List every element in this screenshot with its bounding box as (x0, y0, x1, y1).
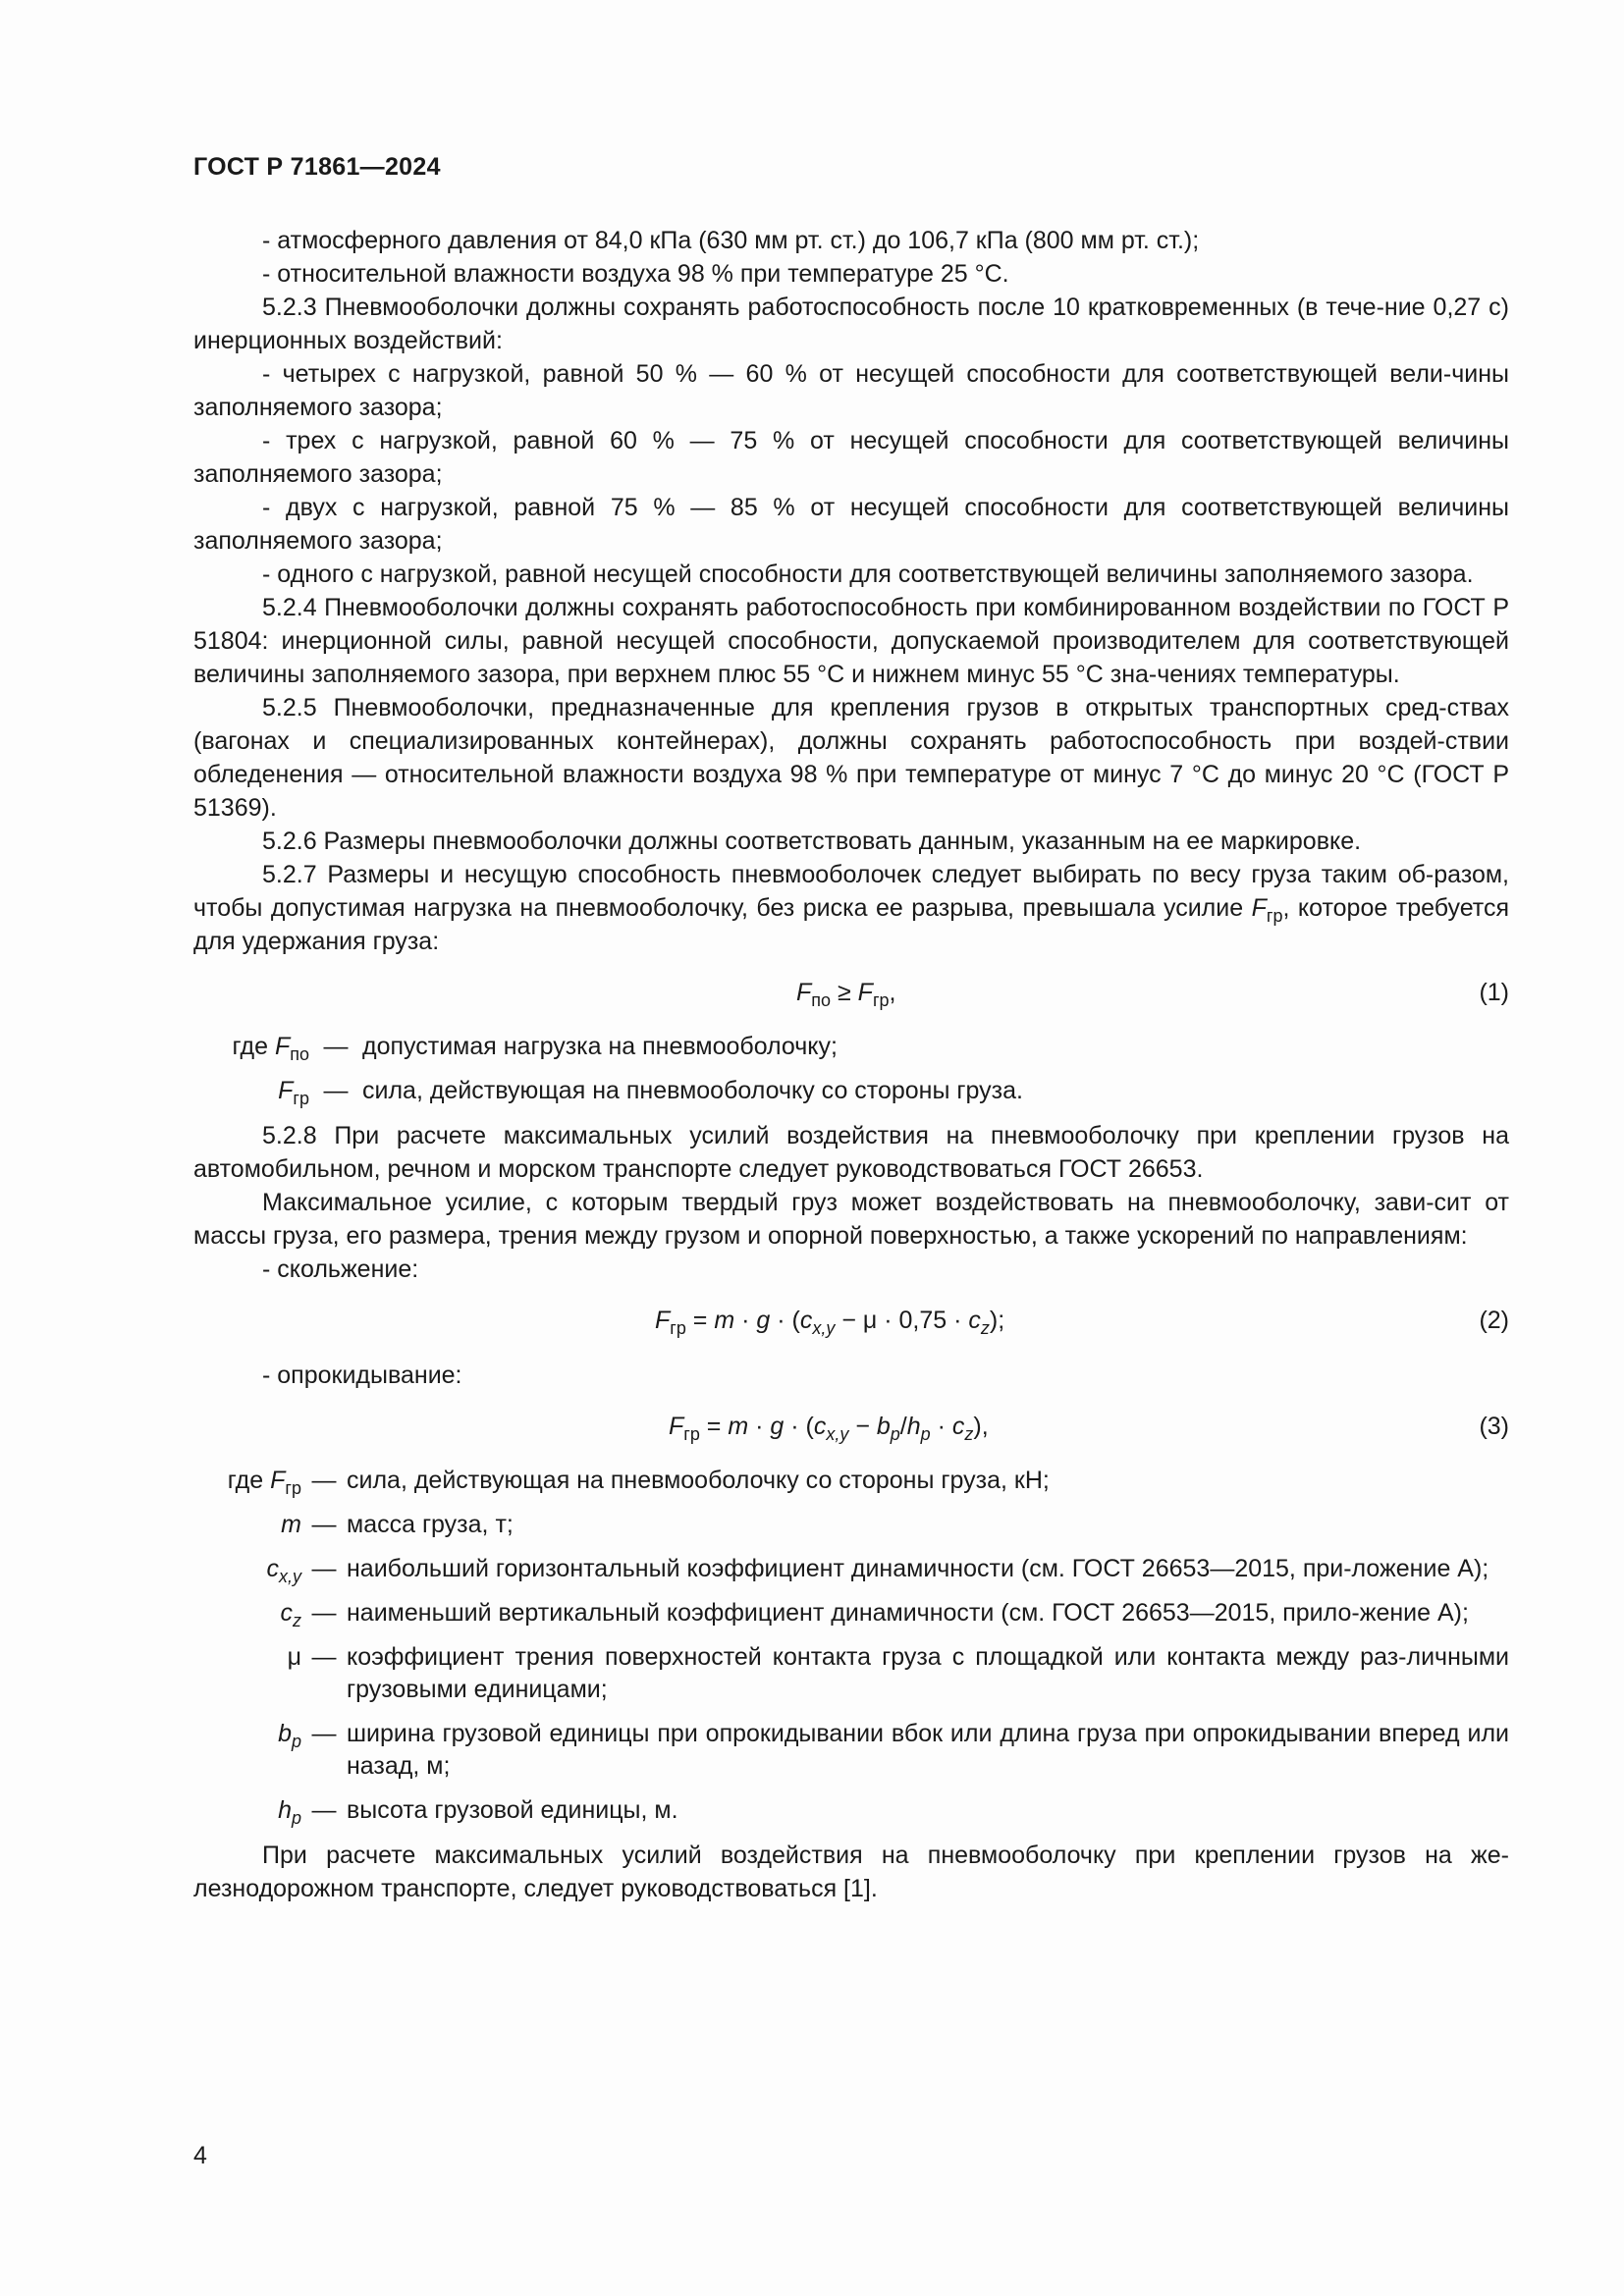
formula (669, 1410, 989, 1443)
symbol-g: g (770, 1413, 785, 1440)
definition-symbol (193, 1553, 301, 1585)
operator: = (699, 1413, 729, 1440)
definition-symbol: μ (287, 1643, 301, 1671)
operator: / (899, 1413, 907, 1440)
definition-list (193, 1031, 1509, 1107)
dash: — (311, 1599, 337, 1627)
definition-list (193, 1465, 1509, 1827)
operator: · (784, 1413, 806, 1440)
definition-symbol: m (281, 1511, 301, 1538)
dash: — (311, 1511, 337, 1538)
equation-2 (193, 1304, 1509, 1337)
definition-item (193, 1718, 1509, 1783)
paragraph: - трех с нагрузкой, равной 60 % — 75 % от несущей способности для соответствующей величины заполняемого зазора; (193, 427, 1509, 488)
definition-text: допустимая нагрузка на пневмооболочку; (362, 1033, 838, 1060)
definition-symbol (193, 1794, 301, 1827)
symbol-F: F (669, 1413, 684, 1440)
symbol-F: F (796, 979, 812, 1006)
definition-symbol (193, 1031, 309, 1063)
symbol-m: m (728, 1413, 749, 1440)
definition-symbol (193, 1597, 301, 1629)
subscript: гр (1266, 906, 1283, 926)
symbol-c: c (968, 1307, 981, 1334)
definition-text: сила, действующая на пневмооболочку со стороны груза. (362, 1077, 1023, 1104)
paragraph: - двух с нагрузкой, равной 75 % — 85 % от несущей способности для соответствующей величины заполняемого зазора; (193, 494, 1509, 555)
definition-item (193, 1553, 1509, 1585)
punctuation: ( (805, 1413, 814, 1440)
paragraph-5-2-4: 5.2.4 Пневмооболочки должны сохранять работоспособность при комбинированном воздействии по ГОСТ Р 51804: инерционной силы, равной несущей способности, допускаемой производителем для соответствующей величины заполняемого зазора, при верхнем плюс 55 °С и нижнем минус 55 °С зна-чениях температуры. (193, 594, 1509, 688)
paragraph-5-2-6: 5.2.6 Размеры пневмооболочки должны соответствовать данным, указанным на ее маркировке. (262, 828, 1362, 855)
definition-item (193, 1075, 1509, 1107)
subscript: p (291, 1808, 301, 1828)
punctuation: , (889, 979, 896, 1006)
subscript: гр (683, 1424, 700, 1444)
subscript: гр (293, 1089, 309, 1108)
symbol-F: F (857, 979, 873, 1006)
dash: — (323, 1033, 349, 1060)
subscript: x,y (826, 1424, 849, 1444)
paragraph-text: 5.2.7 Размеры и несущую способность пневмооболочек следует выбирать по весу груза таким об-разом, чтобы допустимая нагрузка на пневмооболочку, без риска ее разрыва, превышала усилие (193, 861, 1509, 922)
symbol-F: F (278, 1077, 294, 1104)
definition-text: масса груза, т; (347, 1511, 514, 1538)
symbol-b: b (278, 1720, 292, 1747)
document-header: ГОСТ Р 71861—2024 (193, 153, 441, 181)
dash: — (311, 1720, 337, 1747)
paragraph-5-2-7 (193, 858, 1509, 958)
operator: − (835, 1307, 863, 1334)
subscript: x,y (278, 1567, 301, 1586)
symbol-g: g (756, 1307, 771, 1334)
definition-item (193, 1509, 1509, 1541)
operator: · (930, 1413, 952, 1440)
subscript: z (980, 1318, 990, 1338)
symbol-c: c (799, 1307, 813, 1334)
symbol-b: b (876, 1413, 891, 1440)
equation-1 (193, 976, 1509, 1009)
punctuation: ), (973, 1413, 989, 1440)
paragraph: - одного с нагрузкой, равной несущей способности для соответствующей величины заполняемого зазора. (262, 561, 1474, 588)
paragraph: - скольжение: (262, 1255, 419, 1283)
paragraph: - атмосферного давления от 84,0 кПа (630 мм рт. ст.) до 106,7 кПа (800 мм рт. ст.); (262, 227, 1200, 254)
equation-number: (3) (1479, 1413, 1509, 1440)
dash: — (311, 1643, 337, 1671)
punctuation: ( (791, 1307, 800, 1334)
symbol-m: m (714, 1307, 735, 1334)
equation-3 (193, 1410, 1509, 1443)
page-number: 4 (193, 2142, 207, 2169)
symbol-h: h (278, 1796, 292, 1824)
operator: · (734, 1307, 757, 1334)
formula (655, 1304, 1004, 1337)
definition-symbol (193, 1718, 301, 1783)
paragraph: - опрокидывание: (262, 1362, 462, 1389)
subscript: гр (285, 1478, 301, 1498)
definition-text: коэффициент трения поверхностей контакта груза с площадкой или контакта между раз-личными грузовыми единицами; (347, 1643, 1509, 1703)
definition-item (193, 1031, 1509, 1063)
formula (796, 976, 895, 1009)
subscript: p (291, 1732, 301, 1751)
paragraph: - четырех с нагрузкой, равной 50 % — 60 % от несущей способности для соответствующей вели-чины заполняемого зазора; (193, 360, 1509, 421)
definition-text: ширина грузовой единицы при опрокидывании вбок или длина груза при опрокидывании вперед или назад, м; (347, 1720, 1509, 1780)
symbol-c: c (951, 1413, 965, 1440)
symbol-F: F (655, 1307, 671, 1334)
document-body (193, 224, 1509, 1905)
dash: — (311, 1796, 337, 1824)
definition-text: высота грузовой единицы, м. (347, 1796, 678, 1824)
operator: = (685, 1307, 715, 1334)
subscript: по (290, 1044, 309, 1064)
paragraph-5-2-8: 5.2.8 При расчете максимальных усилий воздействия на пневмооболочку при креплении грузов на автомобильном, речном и морском транспорте следует руководствоваться ГОСТ 26653. (193, 1122, 1509, 1183)
subscript: p (920, 1424, 931, 1444)
subscript: z (964, 1424, 974, 1444)
paragraph-text: которое требуется для удержания груза: (193, 894, 1509, 955)
symbol-F: F (1251, 894, 1267, 922)
definition-item (193, 1465, 1509, 1497)
operator: · (748, 1413, 771, 1440)
definition-item (193, 1794, 1509, 1827)
subscript: гр (872, 990, 890, 1010)
symbol-F: F (274, 1033, 291, 1060)
definition-symbol (193, 1075, 309, 1107)
definition-item (193, 1641, 1509, 1706)
operator: ≥ (831, 979, 858, 1006)
subscript: p (890, 1424, 900, 1444)
subscript: гр (670, 1318, 686, 1338)
symbol-mu: μ (862, 1307, 878, 1334)
paragraph-5-2-5: 5.2.5 Пневмооболочки, предназначенные для крепления грузов в открытых транспортных сред-ствах (вагонах и специализированных контейнерах), должны сохранять работоспособность при воздей-ствии обледенения — относительной влажности воздуха 98 % при температуре от минус 7 °С до минус 20 °С (ГОСТ Р 51369). (193, 694, 1509, 822)
paragraph: Максимальное усилие, с которым твердый груз может воздействовать на пневмооболочку, зави-сит от массы груза, его размера, трения между грузом и опорной поверхностью, а также ускорений по направлениям: (193, 1189, 1509, 1250)
where-word: где (232, 1033, 268, 1060)
definition-text: наименьший вертикальный коэффициент динамичности (см. ГОСТ 26653—2015, прило-жение А); (347, 1599, 1469, 1627)
operator: − (848, 1413, 877, 1440)
symbol-F: F (270, 1467, 286, 1494)
definition-item (193, 1597, 1509, 1629)
where-word: где (227, 1467, 264, 1494)
paragraph: При расчете максимальных усилий воздействия на пневмооболочку при креплении грузов на же-лезнодорожном транспорте, следует руководствоваться [1]. (193, 1842, 1509, 1902)
paragraph: - относительной влажности воздуха 98 % при температуре 25 °С. (262, 260, 1009, 288)
subscript: по (811, 990, 832, 1010)
symbol-h: h (906, 1413, 921, 1440)
symbol-c: c (813, 1413, 827, 1440)
definition-symbol (193, 1465, 301, 1497)
symbol-c: c (280, 1599, 293, 1627)
equation-number: (2) (1479, 1307, 1509, 1334)
coefficient: 0,75 (898, 1307, 954, 1334)
operator: · (877, 1307, 899, 1334)
subscript: z (293, 1611, 301, 1630)
dash: — (311, 1467, 337, 1494)
definition-text: сила, действующая на пневмооболочку со стороны груза, кН; (347, 1467, 1050, 1494)
punctuation: ); (989, 1307, 1005, 1334)
dash: — (323, 1077, 349, 1104)
paragraph-5-2-3: 5.2.3 Пневмооболочки должны сохранять работоспособность после 10 кратковременных (в тече-ние 0,27 с) инерционных воздействий: (193, 294, 1509, 354)
dash: — (311, 1555, 337, 1582)
equation-number: (1) (1479, 979, 1509, 1006)
comma: , (1282, 894, 1290, 922)
definition-text: наибольший горизонтальный коэффициент динамичности (см. ГОСТ 26653—2015, при-ложение А); (347, 1555, 1489, 1582)
operator: · (953, 1307, 969, 1334)
subscript: x,y (812, 1318, 836, 1338)
operator: · (770, 1307, 792, 1334)
symbol-c: c (266, 1555, 279, 1582)
